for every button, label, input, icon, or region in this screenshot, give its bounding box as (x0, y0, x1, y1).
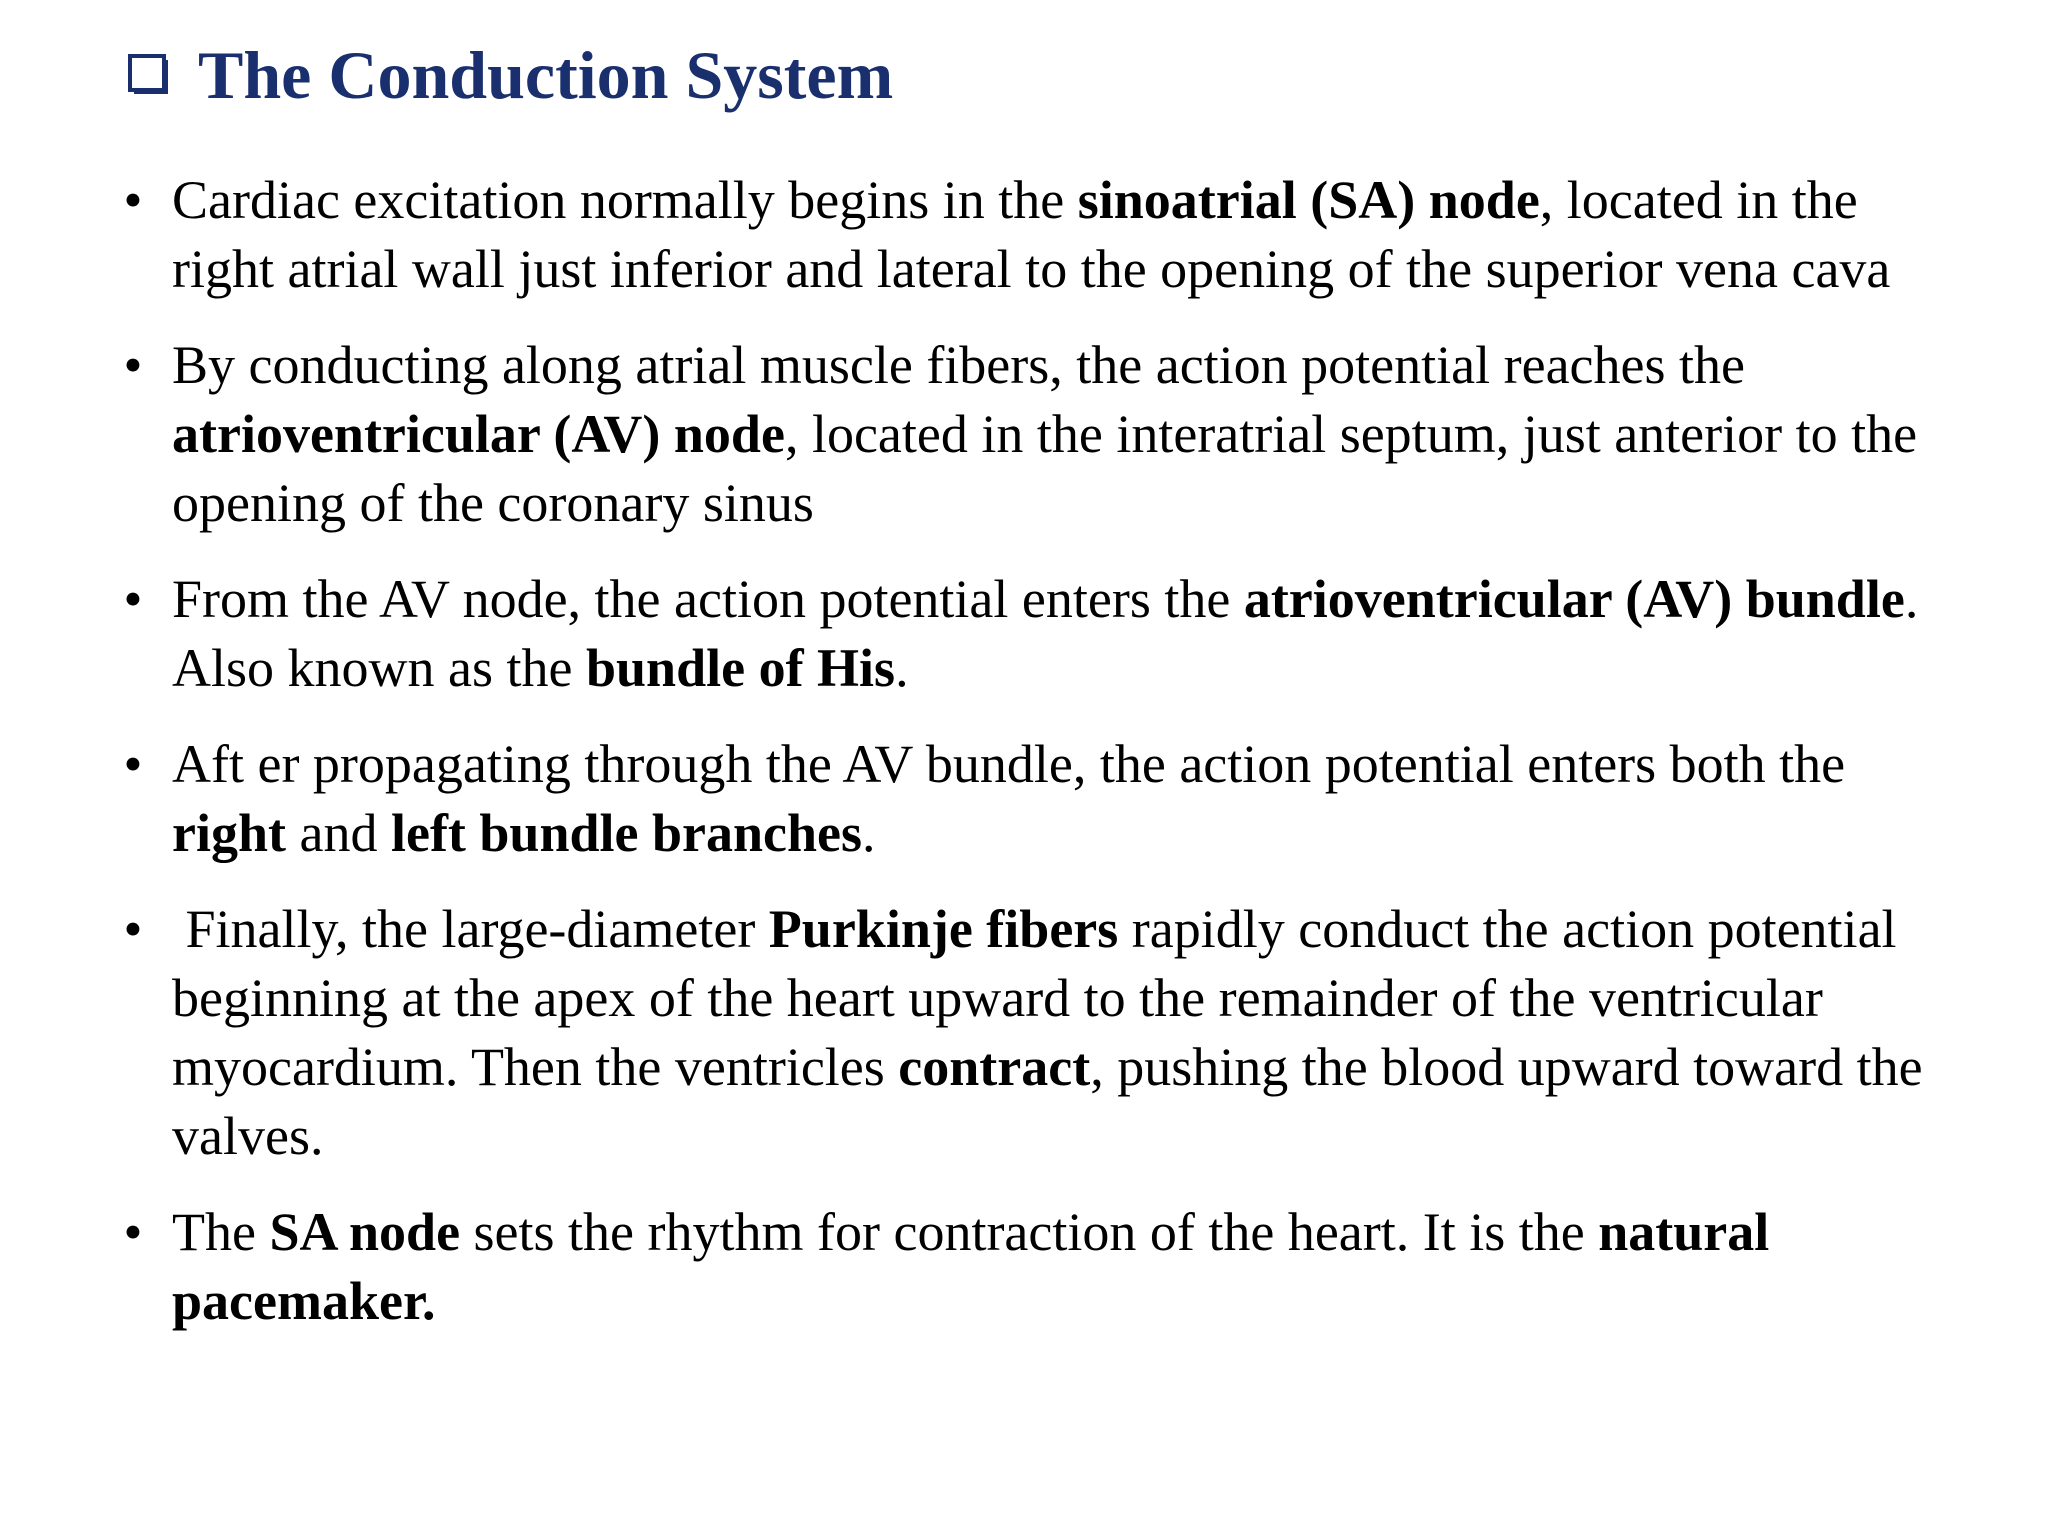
bold-term: bundle of His (585, 638, 896, 698)
text-segment: By conducting along atrial muscle fibers, the action potential reaches the (172, 335, 1759, 395)
text-segment: . (862, 803, 876, 863)
text-segment: The (172, 1202, 270, 1262)
text-segment: Finally, the large-diameter (172, 899, 769, 959)
bullet-marker: • (123, 899, 143, 959)
text-segment: Aft er propagating through the AV bundle, the action potential enters both the (172, 734, 1859, 794)
bullet-text (172, 734, 1859, 863)
text-segment: rapidly conduct the action potential beginning at the apex of the heart upward to the remainder of the ventricular myocardium. Then the ventricles (172, 899, 1911, 1097)
text-segment: and (286, 803, 391, 863)
bullet-text (172, 1202, 1783, 1331)
bold-term: atrioventricular (AV) bundle (1243, 569, 1905, 629)
bullet-text (172, 335, 1931, 533)
bullet-marker: • (123, 1202, 143, 1262)
bold-term: atrioventricular (AV) node (172, 404, 785, 464)
bold-term: Purkinje fibers (768, 899, 1119, 959)
bold-term: left bundle branches (390, 803, 863, 863)
bold-term: sinoatrial (SA) node (1077, 170, 1540, 230)
bullet-list (118, 166, 1968, 1363)
bold-term: natural pacemaker. (172, 1202, 1783, 1331)
text-segment: From the AV node, the action potential enters the (172, 569, 1244, 629)
bold-term: SA node (269, 1202, 461, 1262)
bold-term: contract (898, 1037, 1091, 1097)
text-segment: sets the rhythm for contraction of the heart. It is the (460, 1202, 1599, 1262)
bullet-text (172, 170, 1890, 299)
bullet-marker: • (123, 335, 143, 395)
text-segment: , pushing the blood upward toward the valves. (172, 1037, 1937, 1166)
title-row (128, 30, 893, 120)
bold-term: right (172, 803, 286, 863)
bullet-item (118, 1198, 1968, 1336)
bullet-text (172, 569, 1929, 698)
text-segment: , located in the right atrial wall just inferior and lateral to the opening of the superior vena cava (172, 170, 1891, 299)
page-title: The Conduction System (198, 36, 894, 113)
text-segment: . Also known as the (172, 569, 1929, 698)
bullet-item (118, 895, 1968, 1171)
text-segment: Cardiac excitation normally begins in the (172, 170, 1078, 230)
bullet-item (118, 565, 1968, 703)
bullet-item (118, 730, 1968, 868)
bullet-text (172, 899, 1936, 1166)
bullet-item (118, 166, 1968, 304)
bullet-item (118, 331, 1968, 538)
text-segment: . (895, 638, 909, 698)
bullet-marker: • (123, 734, 143, 794)
bullet-marker: • (123, 569, 143, 629)
checkbox-square-icon (128, 54, 170, 96)
text-segment: , located in the interatrial septum, just anterior to the opening of the coronary sinus (172, 404, 1931, 533)
bullet-marker: • (123, 170, 143, 230)
